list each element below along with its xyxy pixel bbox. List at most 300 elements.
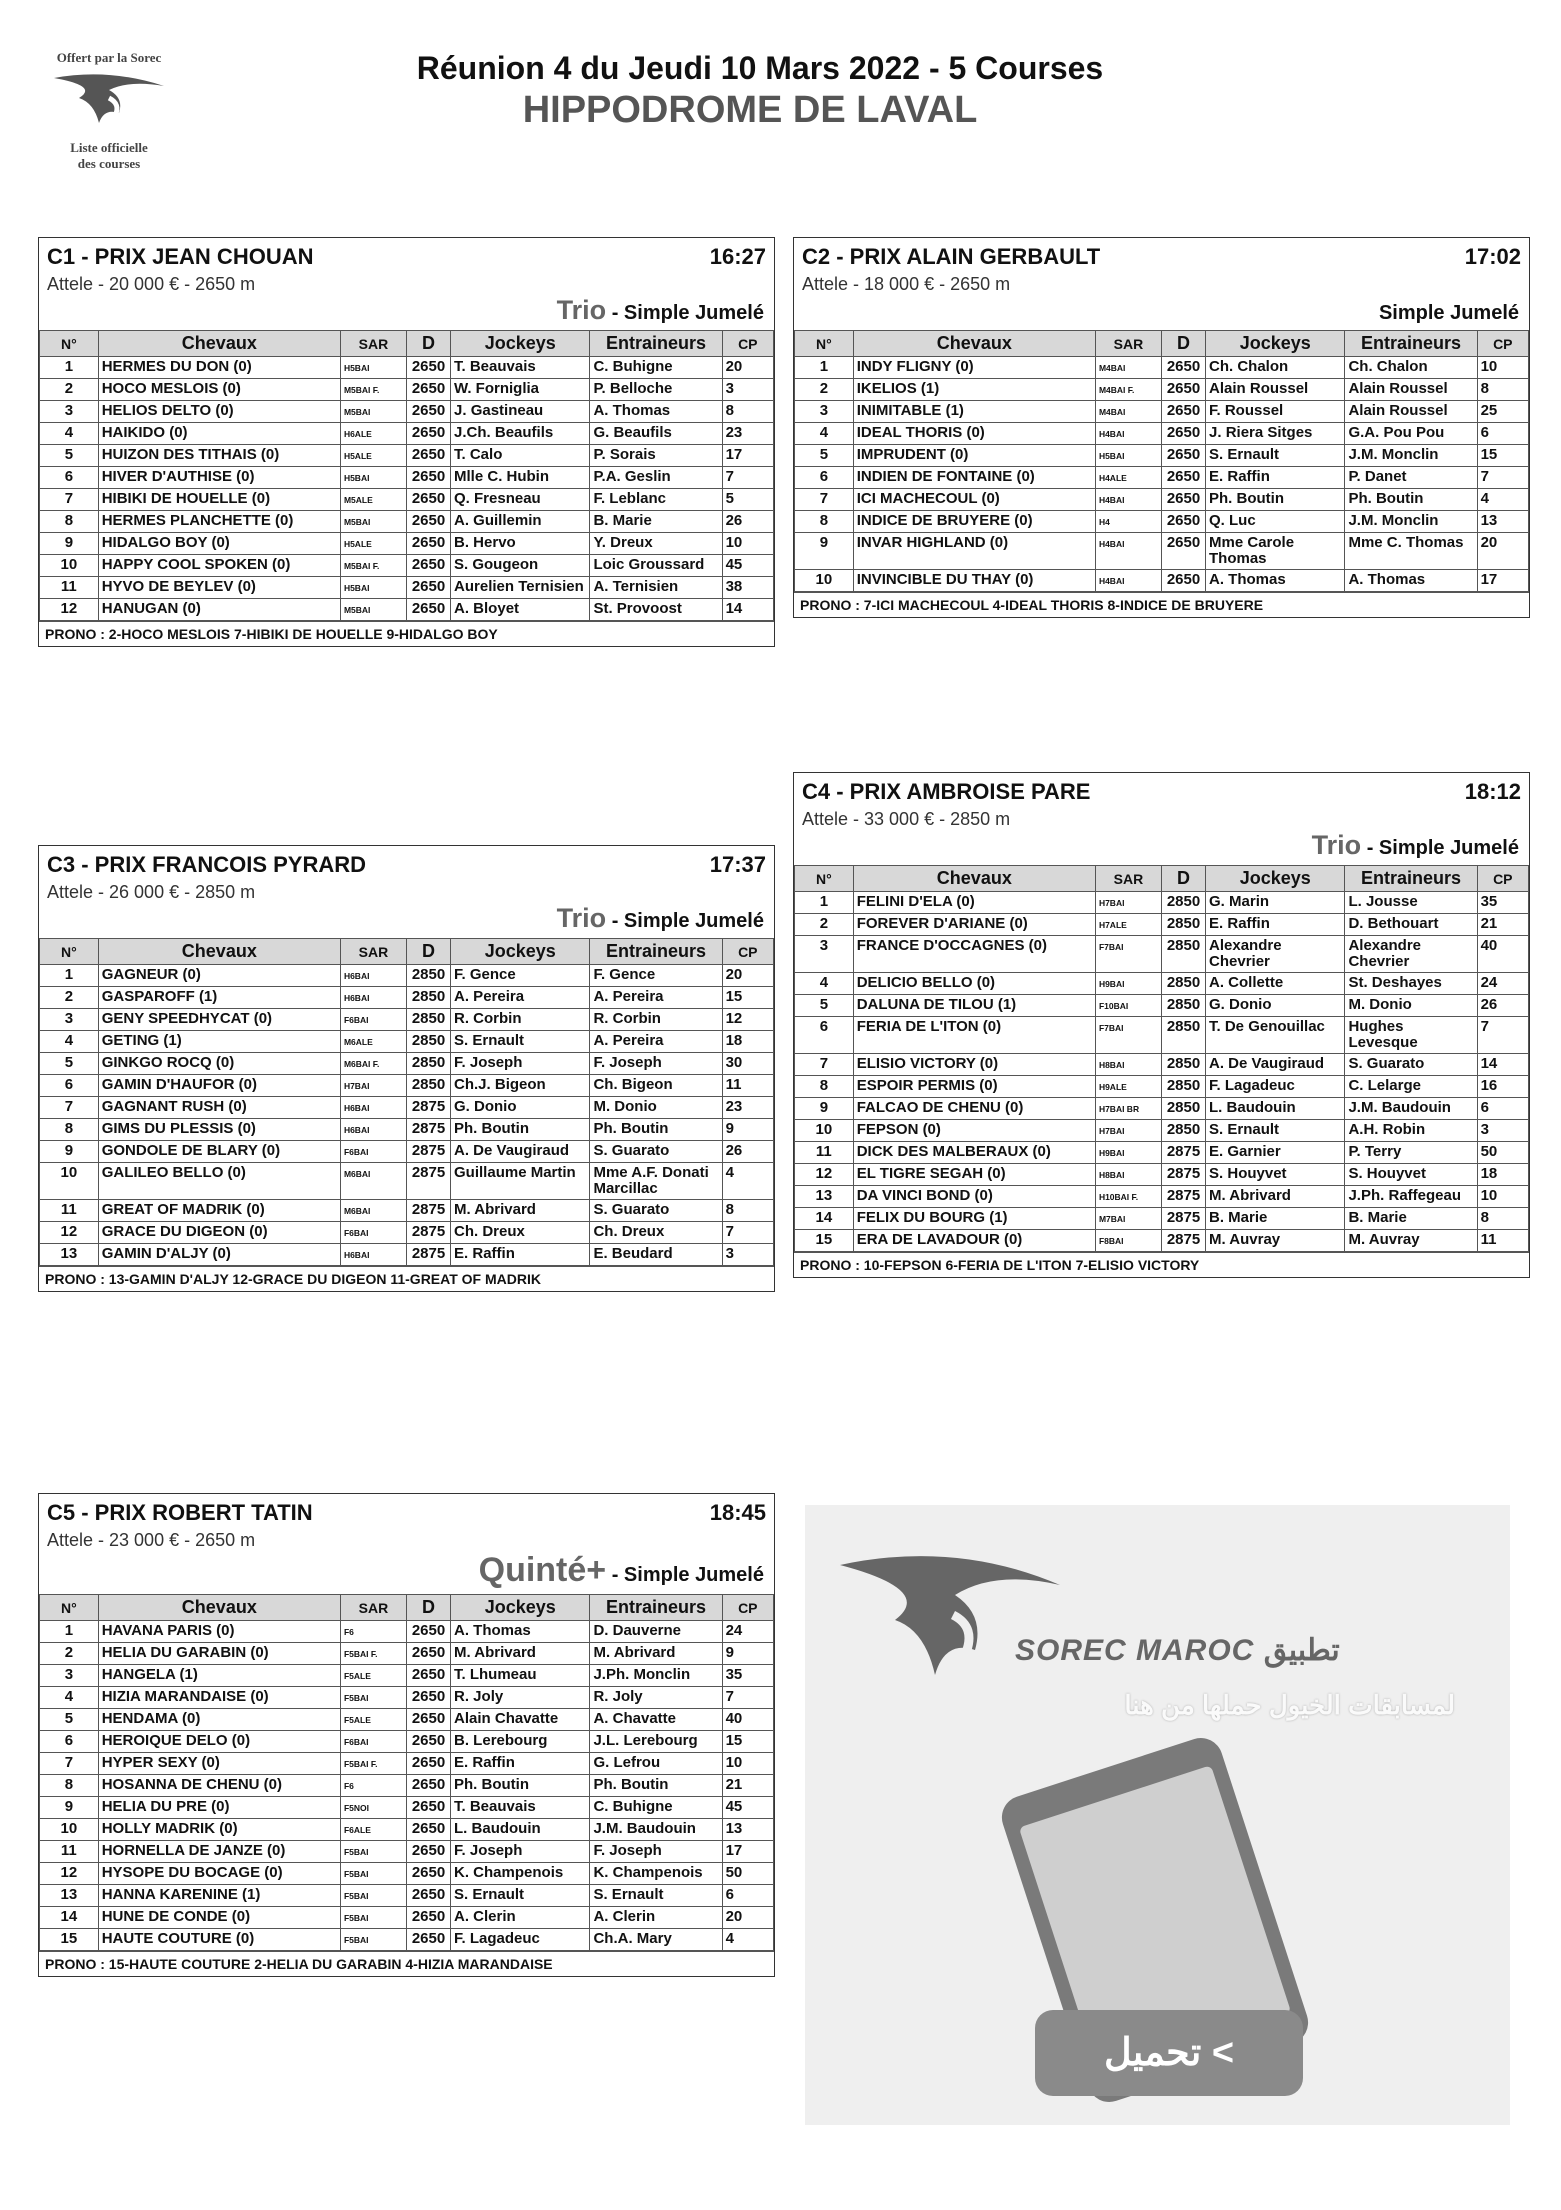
- distance: 2650: [406, 489, 450, 511]
- prono: PRONO : 7-ICI MACHECOUL 4-IDEAL THORIS 8-INDICE DE BRUYERE: [794, 592, 1529, 617]
- distance: 2875: [406, 1119, 450, 1141]
- odds: 4: [722, 1929, 773, 1951]
- jockey: E. Raffin: [451, 1244, 590, 1266]
- column-header: D: [1161, 331, 1205, 357]
- odds: 21: [1477, 914, 1528, 936]
- sar-code: H4BAI: [1095, 570, 1161, 592]
- bet-types: [39, 295, 774, 330]
- horse-name: HAVANA PARIS (0): [98, 1621, 340, 1643]
- runner-number: 10: [40, 1163, 99, 1200]
- runner-number: 7: [40, 489, 99, 511]
- runner-number: 5: [40, 1053, 99, 1075]
- odds: 20: [722, 965, 773, 987]
- trainer: A. Thomas: [1345, 570, 1477, 592]
- trainer: Ch. Chalon: [1345, 357, 1477, 379]
- jockey: J. Riera Sitges: [1206, 423, 1345, 445]
- odds: 8: [1477, 379, 1528, 401]
- sar-code: H6ALE: [340, 423, 406, 445]
- distance: 2650: [406, 511, 450, 533]
- sar-code: H4BAI: [1095, 533, 1161, 570]
- bet-secondary: - Simple Jumelé: [606, 910, 764, 932]
- jockey: B. Hervo: [451, 533, 590, 555]
- horse-name: HUNE DE CONDE (0): [98, 1907, 340, 1929]
- jockey: Q. Fresneau: [451, 489, 590, 511]
- race-time: 18:12: [1464, 779, 1521, 804]
- table-row: [795, 973, 1529, 995]
- distance: 2850: [406, 1053, 450, 1075]
- runner-number: 9: [40, 1797, 99, 1819]
- table-row: [795, 1054, 1529, 1076]
- bet-secondary: - Simple Jumelé: [606, 302, 764, 324]
- odds: 3: [722, 379, 773, 401]
- sar-code: H4BAI: [1095, 423, 1161, 445]
- column-header: Jockeys: [451, 939, 590, 965]
- sar-code: H5ALE: [340, 445, 406, 467]
- horse-name: ELISIO VICTORY (0): [853, 1054, 1095, 1076]
- sar-code: F8BAI: [1095, 1230, 1161, 1252]
- sar-code: H6BAI: [340, 1244, 406, 1266]
- table-row: [795, 467, 1529, 489]
- horse-name: HAUTE COUTURE (0): [98, 1929, 340, 1951]
- jockey: Alexandre Chevrier: [1206, 936, 1345, 973]
- jockey: Alain Roussel: [1206, 379, 1345, 401]
- horse-name: HENDAMA (0): [98, 1709, 340, 1731]
- odds: 15: [722, 1731, 773, 1753]
- jockey: A. De Vaugiraud: [451, 1141, 590, 1163]
- jockey: E. Raffin: [451, 1753, 590, 1775]
- sar-code: F5BAI: [340, 1863, 406, 1885]
- horse-name: FOREVER D'ARIANE (0): [853, 914, 1095, 936]
- distance: 2650: [406, 1709, 450, 1731]
- page-title: Réunion 4 du Jeudi 10 Mars 2022 - 5 Courses: [416, 50, 1104, 86]
- column-header: Chevaux: [853, 331, 1095, 357]
- jockey: Ph. Boutin: [451, 1119, 590, 1141]
- bet-main: Trio: [556, 295, 607, 325]
- race-conditions: Attele - 33 000 € - 2850 m: [802, 809, 1011, 829]
- odds: 24: [1477, 973, 1528, 995]
- prono: PRONO : 15-HAUTE COUTURE 2-HELIA DU GARABIN 4-HIZIA MARANDAISE: [39, 1951, 774, 1976]
- horse-name: HAIKIDO (0): [98, 423, 340, 445]
- sar-code: M5BAI F.: [340, 555, 406, 577]
- sar-code: H9ALE: [1095, 1076, 1161, 1098]
- distance: 2650: [406, 1819, 450, 1841]
- horse-name: HAPPY COOL SPOKEN (0): [98, 555, 340, 577]
- odds: 12: [722, 1009, 773, 1031]
- sar-code: H5BAI: [340, 577, 406, 599]
- runner-number: 12: [40, 1222, 99, 1244]
- distance: 2650: [406, 1731, 450, 1753]
- sar-code: F6BAI: [340, 1222, 406, 1244]
- odds: 13: [722, 1819, 773, 1841]
- column-header: CP: [722, 331, 773, 357]
- distance: 2650: [406, 1621, 450, 1643]
- odds: 17: [1477, 570, 1528, 592]
- sorec-logo: [34, 50, 184, 185]
- odds: 25: [1477, 401, 1528, 423]
- table-row: [795, 1142, 1529, 1164]
- trainer: C. Buhigne: [590, 1797, 722, 1819]
- trainer: J.M. Baudouin: [1345, 1098, 1477, 1120]
- column-header: Jockeys: [1206, 331, 1345, 357]
- logo-bottom-line1: Liste officielle: [70, 140, 148, 155]
- table-row: [795, 936, 1529, 973]
- odds: 24: [722, 1621, 773, 1643]
- horse-name: HORNELLA DE JANZE (0): [98, 1841, 340, 1863]
- table-row: [40, 379, 774, 401]
- table-row: [40, 1863, 774, 1885]
- trainer: A. Chavatte: [590, 1709, 722, 1731]
- table-row: [795, 379, 1529, 401]
- jockey: E. Garnier: [1206, 1142, 1345, 1164]
- column-header: SAR: [340, 1595, 406, 1621]
- jockey: J.Ch. Beaufils: [451, 423, 590, 445]
- column-header: Entraineurs: [590, 331, 722, 357]
- distance: 2875: [1161, 1208, 1205, 1230]
- table-row: [40, 445, 774, 467]
- odds: 6: [1477, 1098, 1528, 1120]
- runner-number: 10: [40, 1819, 99, 1841]
- runner-number: 13: [40, 1244, 99, 1266]
- runner-number: 3: [795, 936, 854, 973]
- venue-title: HIPPODROME DE LAVAL: [522, 89, 978, 131]
- horse-name: GALILEO BELLO (0): [98, 1163, 340, 1200]
- table-row: [795, 511, 1529, 533]
- column-header: D: [1161, 866, 1205, 892]
- race-card-c4: [793, 772, 1530, 1278]
- jockey: Aurelien Ternisien: [451, 577, 590, 599]
- race-card-c5: [38, 1493, 775, 1977]
- odds: 26: [722, 511, 773, 533]
- odds: 13: [1477, 511, 1528, 533]
- sar-code: F5BAI F.: [340, 1643, 406, 1665]
- odds: 7: [722, 467, 773, 489]
- column-header: Chevaux: [98, 331, 340, 357]
- runner-number: 2: [40, 987, 99, 1009]
- table-row: [40, 1222, 774, 1244]
- horse-name: HANUGAN (0): [98, 599, 340, 621]
- horse-name: DICK DES MALBERAUX (0): [853, 1142, 1095, 1164]
- column-header: D: [406, 331, 450, 357]
- trainer: D. Dauverne: [590, 1621, 722, 1643]
- sar-code: H4: [1095, 511, 1161, 533]
- distance: 2875: [406, 1163, 450, 1200]
- trainer: A. Pereira: [590, 987, 722, 1009]
- odds: 4: [722, 1163, 773, 1200]
- horse-name: HANNA KARENINE (1): [98, 1885, 340, 1907]
- distance: 2650: [1161, 379, 1205, 401]
- jockey: L. Baudouin: [1206, 1098, 1345, 1120]
- horse-name: INDIEN DE FONTAINE (0): [853, 467, 1095, 489]
- sar-code: H5BAI: [340, 357, 406, 379]
- runner-number: 7: [795, 1054, 854, 1076]
- jockey: F. Lagadeuc: [451, 1929, 590, 1951]
- runner-number: 9: [40, 1141, 99, 1163]
- odds: 20: [722, 357, 773, 379]
- jockey: A. Pereira: [451, 987, 590, 1009]
- sar-code: H7BAI: [340, 1075, 406, 1097]
- runner-number: 1: [40, 357, 99, 379]
- sar-code: M5BAI: [340, 401, 406, 423]
- page-header: [260, 50, 1260, 132]
- sar-code: M5BAI F.: [340, 379, 406, 401]
- sar-code: H5ALE: [340, 533, 406, 555]
- table-row: [40, 1163, 774, 1200]
- runner-number: 2: [795, 379, 854, 401]
- odds: 15: [1477, 445, 1528, 467]
- trainer: M. Auvray: [1345, 1230, 1477, 1252]
- trainer: St. Deshayes: [1345, 973, 1477, 995]
- runner-number: 4: [795, 423, 854, 445]
- trainer: S. Guarato: [590, 1200, 722, 1222]
- odds: 20: [1477, 533, 1528, 570]
- odds: 3: [722, 1244, 773, 1266]
- jockey: T. De Genouillac: [1206, 1017, 1345, 1054]
- odds: 17: [722, 445, 773, 467]
- sorec-app-ad[interactable]: [805, 1505, 1510, 2125]
- distance: 2875: [406, 1097, 450, 1119]
- sar-code: M7BAI: [1095, 1208, 1161, 1230]
- trainer: M. Donio: [1345, 995, 1477, 1017]
- jockey: E. Raffin: [1206, 467, 1345, 489]
- horse-name: HIZIA MARANDAISE (0): [98, 1687, 340, 1709]
- table-row: [795, 357, 1529, 379]
- table-row: [40, 1009, 774, 1031]
- sar-code: H6BAI: [340, 1097, 406, 1119]
- sar-code: H10BAI F.: [1095, 1186, 1161, 1208]
- runners-table: [39, 1594, 774, 1951]
- distance: 2650: [406, 1929, 450, 1951]
- odds: 11: [1477, 1230, 1528, 1252]
- jockey: R. Corbin: [451, 1009, 590, 1031]
- odds: 26: [722, 1141, 773, 1163]
- odds: 10: [722, 1753, 773, 1775]
- runner-number: 5: [795, 995, 854, 1017]
- horse-name: FALCAO DE CHENU (0): [853, 1098, 1095, 1120]
- odds: 14: [722, 599, 773, 621]
- trainer: P. Terry: [1345, 1142, 1477, 1164]
- bet-types: [794, 830, 1529, 865]
- distance: 2650: [406, 379, 450, 401]
- odds: 7: [722, 1222, 773, 1244]
- sar-code: F5BAI F.: [340, 1753, 406, 1775]
- odds: 30: [722, 1053, 773, 1075]
- column-header: Entraineurs: [590, 939, 722, 965]
- runner-number: 1: [795, 892, 854, 914]
- table-row: [40, 1753, 774, 1775]
- horse-name: INIMITABLE (1): [853, 401, 1095, 423]
- sar-code: F5ALE: [340, 1665, 406, 1687]
- race-card-c3: [38, 845, 775, 1292]
- race-conditions: Attele - 23 000 € - 2650 m: [47, 1530, 256, 1550]
- sar-code: F6: [340, 1775, 406, 1797]
- distance: 2850: [406, 1075, 450, 1097]
- table-row: [795, 1208, 1529, 1230]
- distance: 2850: [406, 1009, 450, 1031]
- distance: 2650: [406, 445, 450, 467]
- table-row: [795, 1017, 1529, 1054]
- sar-code: H8BAI: [1095, 1054, 1161, 1076]
- table-row: [40, 1775, 774, 1797]
- sar-code: M5BAI: [340, 511, 406, 533]
- sar-code: F5BAI: [340, 1841, 406, 1863]
- sar-code: M5ALE: [340, 489, 406, 511]
- trainer: J.M. Monclin: [1345, 511, 1477, 533]
- distance: 2850: [1161, 973, 1205, 995]
- trainer: F. Gence: [590, 965, 722, 987]
- odds: 18: [1477, 1164, 1528, 1186]
- race-card-c1: [38, 237, 775, 647]
- column-header: N°: [40, 1595, 99, 1621]
- download-button[interactable]: تحميل <: [1035, 2010, 1303, 2096]
- horse-name: HIBIKI DE HOUELLE (0): [98, 489, 340, 511]
- column-header: Entraineurs: [1345, 866, 1477, 892]
- trainer: J.L. Lerebourg: [590, 1731, 722, 1753]
- table-row: [795, 1186, 1529, 1208]
- table-row: [40, 401, 774, 423]
- jockey: L. Baudouin: [451, 1819, 590, 1841]
- distance: 2875: [406, 1200, 450, 1222]
- runners-table: [39, 938, 774, 1266]
- table-row: [40, 423, 774, 445]
- odds: 23: [722, 1097, 773, 1119]
- odds: 8: [722, 401, 773, 423]
- jockey: A. Guillemin: [451, 511, 590, 533]
- table-row: [40, 1141, 774, 1163]
- distance: 2850: [1161, 1120, 1205, 1142]
- trainer: Alain Roussel: [1345, 401, 1477, 423]
- table-row: [795, 1120, 1529, 1142]
- distance: 2875: [406, 1222, 450, 1244]
- race-title: C5 - PRIX ROBERT TATIN: [47, 1500, 313, 1525]
- horse-name: HANGELA (1): [98, 1665, 340, 1687]
- trainer: S. Guarato: [1345, 1054, 1477, 1076]
- runner-number: 6: [795, 467, 854, 489]
- horse-name: HIDALGO BOY (0): [98, 533, 340, 555]
- odds: 10: [1477, 1186, 1528, 1208]
- race-time: 17:02: [1464, 244, 1521, 269]
- horse-name: ICI MACHECOUL (0): [853, 489, 1095, 511]
- sar-code: M6BAI: [340, 1200, 406, 1222]
- odds: 35: [1477, 892, 1528, 914]
- jockey: Q. Luc: [1206, 511, 1345, 533]
- odds: 23: [722, 423, 773, 445]
- odds: 50: [1477, 1142, 1528, 1164]
- distance: 2875: [1161, 1142, 1205, 1164]
- sar-code: F6ALE: [340, 1819, 406, 1841]
- table-row: [795, 1076, 1529, 1098]
- sar-code: H7BAI: [1095, 892, 1161, 914]
- table-row: [40, 1053, 774, 1075]
- runner-number: 4: [795, 973, 854, 995]
- trainer: D. Bethouart: [1345, 914, 1477, 936]
- sar-code: H6BAI: [340, 987, 406, 1009]
- distance: 2850: [1161, 892, 1205, 914]
- horse-name: ERA DE LAVADOUR (0): [853, 1230, 1095, 1252]
- prono: PRONO : 13-GAMIN D'ALJY 12-GRACE DU DIGEON 11-GREAT OF MADRIK: [39, 1266, 774, 1291]
- horse-name: HOSANNA DE CHENU (0): [98, 1775, 340, 1797]
- odds: 38: [722, 577, 773, 599]
- trainer: Hughes Levesque: [1345, 1017, 1477, 1054]
- sar-code: M6ALE: [340, 1031, 406, 1053]
- runner-number: 6: [795, 1017, 854, 1054]
- horse-name: GENY SPEEDHYCAT (0): [98, 1009, 340, 1031]
- jockey: T. Beauvais: [451, 1797, 590, 1819]
- runner-number: 8: [40, 1775, 99, 1797]
- distance: 2850: [406, 1031, 450, 1053]
- jockey: T. Calo: [451, 445, 590, 467]
- distance: 2650: [1161, 511, 1205, 533]
- promo-subtitle: لمسابقات الخيول حملها من هنا: [1124, 1690, 1455, 1720]
- column-header: SAR: [340, 939, 406, 965]
- runners-table: [794, 330, 1529, 592]
- odds: 18: [722, 1031, 773, 1053]
- trainer: Ch. Dreux: [590, 1222, 722, 1244]
- trainer: Y. Dreux: [590, 533, 722, 555]
- odds: 4: [1477, 489, 1528, 511]
- distance: 2650: [406, 423, 450, 445]
- sar-code: H5BAI: [1095, 445, 1161, 467]
- trainer: A. Pereira: [590, 1031, 722, 1053]
- race-title: C4 - PRIX AMBROISE PARE: [802, 779, 1091, 804]
- horse-name: HERMES PLANCHETTE (0): [98, 511, 340, 533]
- sar-code: H6BAI: [340, 965, 406, 987]
- odds: 16: [1477, 1076, 1528, 1098]
- runner-number: 11: [795, 1142, 854, 1164]
- horse-name: FERIA DE L'ITON (0): [853, 1017, 1095, 1054]
- sar-code: F7BAI: [1095, 1017, 1161, 1054]
- runner-number: 7: [795, 489, 854, 511]
- jockey: A. Clerin: [451, 1907, 590, 1929]
- table-row: [40, 1643, 774, 1665]
- bet-main: Quinté+: [478, 1551, 607, 1589]
- jockey: M. Abrivard: [451, 1643, 590, 1665]
- runner-number: 5: [40, 445, 99, 467]
- trainer: Ph. Boutin: [590, 1119, 722, 1141]
- column-header: CP: [722, 1595, 773, 1621]
- distance: 2650: [406, 533, 450, 555]
- sar-code: F5NOI: [340, 1797, 406, 1819]
- sar-code: F5BAI: [340, 1929, 406, 1951]
- runner-number: 14: [40, 1907, 99, 1929]
- trainer: A. Clerin: [590, 1907, 722, 1929]
- trainer: G. Beaufils: [590, 423, 722, 445]
- runners-table: [794, 865, 1529, 1252]
- horse-name: HEROIQUE DELO (0): [98, 1731, 340, 1753]
- runner-number: 12: [40, 599, 99, 621]
- trainer: F. Joseph: [590, 1841, 722, 1863]
- column-header: D: [406, 939, 450, 965]
- horse-name: ESPOIR PERMIS (0): [853, 1076, 1095, 1098]
- horse-name: GASPAROFF (1): [98, 987, 340, 1009]
- runner-number: 10: [40, 555, 99, 577]
- table-row: [795, 892, 1529, 914]
- column-header: Jockeys: [451, 331, 590, 357]
- sar-code: F5BAI: [340, 1907, 406, 1929]
- trainer: S. Houyvet: [1345, 1164, 1477, 1186]
- sar-code: F7BAI: [1095, 936, 1161, 973]
- odds: 50: [722, 1863, 773, 1885]
- distance: 2650: [406, 1907, 450, 1929]
- trainer: E. Beudard: [590, 1244, 722, 1266]
- runner-number: 3: [40, 1665, 99, 1687]
- trainer: J.Ph. Raffegeau: [1345, 1186, 1477, 1208]
- horse-name: DA VINCI BOND (0): [853, 1186, 1095, 1208]
- odds: 8: [722, 1200, 773, 1222]
- trainer: M. Donio: [590, 1097, 722, 1119]
- distance: 2875: [406, 1141, 450, 1163]
- horse-logo-icon: [835, 1545, 1065, 1705]
- table-row: [40, 1244, 774, 1266]
